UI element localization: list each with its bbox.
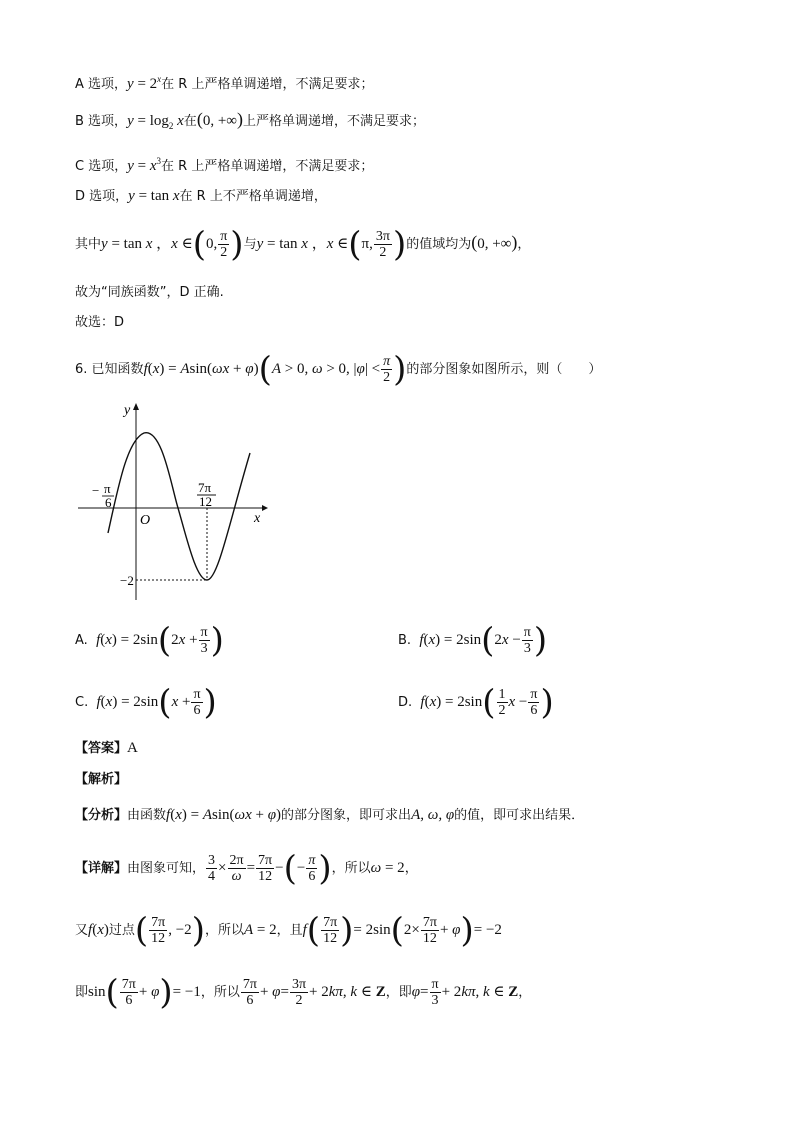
line-a: A 选项，$y = 2^x$在 R 上严格单调递增，不满足要求； bbox=[75, 74, 374, 92]
seven-pi-12-den: 12 bbox=[199, 494, 212, 509]
option-d: D. f(x) = 2sin( $\frac{1}{2}$ x − $\frac{\pi}{6}$ ) bbox=[398, 682, 554, 723]
y-axis-arrow-icon bbox=[133, 403, 139, 410]
sine-curve bbox=[108, 433, 250, 580]
neg-pi-6-den: 6 bbox=[105, 495, 112, 510]
seven-pi-12-num: 7π bbox=[198, 480, 212, 495]
line-b: B 选项，$y = \log_2 x$在(0, +∞)上严格单调递增，不满足要求； bbox=[75, 109, 425, 131]
origin-label: O bbox=[140, 513, 151, 528]
x-label: x bbox=[254, 511, 261, 526]
xiangjie-line2: 又f(x)过点( $\frac{7\pi}{12}$ , −2)，所以A = 2，且f( $\frac{7\pi}{12}$ )= 2sin(2× $\frac{7\pi}{12}$ + φ)= −2 bbox=[75, 910, 502, 951]
choice-text: 故选：D bbox=[75, 315, 125, 330]
conclusion-text: 故为“同族函数”，D 正确. bbox=[75, 285, 224, 300]
xiangjie-line3: 即sin( $\frac{7\pi}{6}$ + φ)= −1，所以 $\frac{7\pi}{6}$ + φ= $\frac{3\pi}{2}$ + 2kπ, k ∈ Z，即φ= $\frac{\pi}{3}$ + 2kπ, k ∈ Z， bbox=[75, 972, 532, 1013]
line-c: C 选项，$y = x^3$在 R 上严格单调递增，不满足要求； bbox=[75, 156, 374, 174]
line-range: 其中y = tan x ，x ∈(0, $\frac{\pi}{2}$ )与y = tan x ，x ∈(π, $\frac{3\pi}{2}$ )的值域均为(0, +∞)， bbox=[75, 224, 531, 265]
option-c: C. f(x) = 2sin(x + $\frac{\pi}{6}$ ) bbox=[75, 682, 217, 723]
neg-pi-6-num: π bbox=[104, 481, 111, 496]
neg-sign: − bbox=[92, 483, 100, 498]
analysis-tag: 【解析】 bbox=[75, 772, 128, 787]
line-d: D 选项，y = tan x在 R 上不严格单调递增， bbox=[75, 188, 327, 204]
option-a: A. f(x) = 2sin(2x + $\frac{\pi}{3}$ ) bbox=[75, 620, 224, 661]
min-label: −2 bbox=[120, 573, 134, 588]
fenxi-line: 【分析】由函数f(x) = Asin(ωx + φ)的部分图象，即可求出A, ω, φ的值，即可求出结果． bbox=[75, 807, 585, 823]
xiangjie-line1: 【详解】由图象可知， $\frac{3}{4}$ × $\frac{2\pi}{\omega}$ = $\frac{7\pi}{12}$ −(− $\frac{\pi}{6}$ )，所以ω = 2， bbox=[75, 848, 418, 889]
option-b: B. f(x) = 2sin(2x − $\frac{\pi}{3}$ ) bbox=[398, 620, 548, 661]
y-label: y bbox=[124, 403, 131, 418]
q6-stem: 6. 已知函数f(x) = Asin(ωx + φ)(A > 0, ω > 0, |φ| < $\frac{\pi}{2}$ )的部分图象如图所示，则（ ） bbox=[75, 349, 602, 390]
x-axis-arrow-icon bbox=[262, 505, 268, 511]
answer-line: 【答案】A bbox=[75, 740, 138, 756]
sine-graph bbox=[70, 400, 270, 605]
